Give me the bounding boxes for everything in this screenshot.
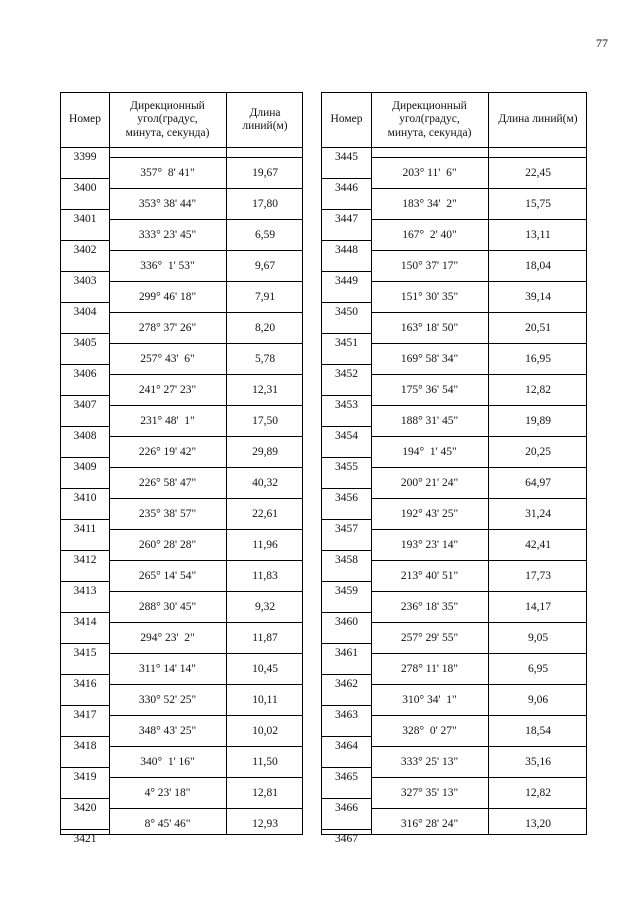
line-length-value: 12,82 <box>525 383 551 396</box>
line-length-value: 29,89 <box>252 445 278 458</box>
line-length-value: 13,11 <box>525 228 551 241</box>
line-length-value: 20,25 <box>525 445 551 458</box>
point-number: 3458 <box>335 554 358 566</box>
line-length-value: 17,80 <box>252 197 278 210</box>
row-divider <box>61 395 109 396</box>
line-length-value: 12,93 <box>252 817 278 830</box>
point-number: 3451 <box>335 337 358 349</box>
point-number: 3446 <box>335 182 358 194</box>
point-number: 3460 <box>335 616 358 628</box>
row-divider <box>61 612 109 613</box>
direction-angle-value: 151° 30' 35" <box>400 290 459 303</box>
line-length-value: 6,59 <box>254 228 276 241</box>
point-number: 3465 <box>335 771 358 783</box>
direction-angle-value: 265° 14' 54" <box>138 569 197 582</box>
point-number: 3412 <box>73 554 97 566</box>
row-divider <box>322 643 371 644</box>
point-number: 3463 <box>335 709 358 721</box>
point-number: 3403 <box>73 275 97 287</box>
row-divider <box>322 178 371 179</box>
row-divider <box>322 240 371 241</box>
direction-angle-value: 327° 35' 13" <box>400 786 459 799</box>
line-length-value: 10,11 <box>252 693 278 706</box>
direction-angle-value: 150° 37' 17" <box>400 259 459 272</box>
header-line-length: Длина линий(м) <box>498 113 578 126</box>
direction-angle-value: 333° 23' 45" <box>138 228 197 241</box>
direction-angle-value: 357° 8' 41" <box>140 166 195 179</box>
header-line-length: Длина линий(м) <box>242 106 288 132</box>
direction-angle-value: 260° 28' 28" <box>138 538 197 551</box>
point-number: 3405 <box>73 337 97 349</box>
column-divider <box>226 93 227 834</box>
point-number: 3462 <box>335 678 358 690</box>
direction-angle-value: 241° 27' 23" <box>138 383 197 396</box>
row-divider <box>61 240 109 241</box>
direction-angle-value: 183° 34' 2" <box>402 197 457 210</box>
direction-angle-value: 348° 43' 25" <box>138 724 197 737</box>
row-divider <box>322 271 371 272</box>
point-number: 3408 <box>73 430 97 442</box>
direction-angle-value: 257° 29' 55" <box>400 631 459 644</box>
point-number: 3453 <box>335 399 358 411</box>
header-number: Номер <box>330 113 363 126</box>
direction-angle-value: 278° 37' 26" <box>138 321 197 334</box>
line-length-value: 17,50 <box>252 414 278 427</box>
line-length-value: 12,82 <box>525 786 551 799</box>
row-divider <box>322 364 371 365</box>
coordinates-table-left <box>60 92 303 845</box>
row-divider <box>322 581 371 582</box>
row-divider <box>61 581 109 582</box>
direction-angle-value: 353° 38' 44" <box>138 197 197 210</box>
line-length-value: 16,95 <box>525 352 551 365</box>
point-number: 3411 <box>73 523 97 535</box>
point-number: 3399 <box>73 151 97 163</box>
row-divider <box>322 612 371 613</box>
coordinates-table-right <box>321 92 587 845</box>
line-length-value: 42,41 <box>525 538 551 551</box>
row-divider <box>61 829 109 830</box>
direction-angle-value: 257° 43' 6" <box>140 352 195 365</box>
line-length-value: 19,89 <box>525 414 551 427</box>
direction-angle-value: 330° 52' 25" <box>138 693 197 706</box>
point-number: 3421 <box>73 833 97 845</box>
direction-angle-value: 226° 19' 42" <box>138 445 197 458</box>
line-length-value: 18,54 <box>525 724 551 737</box>
direction-angle-value: 169° 58' 34" <box>400 352 459 365</box>
point-number: 3447 <box>335 213 358 225</box>
line-length-value: 9,06 <box>527 693 549 706</box>
column-divider <box>109 93 110 834</box>
row-divider <box>61 271 109 272</box>
direction-angle-value: 213° 40' 51" <box>400 569 459 582</box>
column-divider <box>371 93 372 834</box>
table-header <box>322 93 586 148</box>
row-divider <box>61 209 109 210</box>
line-length-value: 5,78 <box>254 352 276 365</box>
point-number: 3419 <box>73 771 97 783</box>
row-divider <box>61 550 109 551</box>
point-number: 3449 <box>335 275 358 287</box>
direction-angle-value: 193° 23' 14" <box>400 538 459 551</box>
line-length-value: 11,50 <box>252 755 278 768</box>
direction-angle-value: 192° 43' 25" <box>400 507 459 520</box>
point-number: 3455 <box>335 461 358 473</box>
row-divider <box>322 798 371 799</box>
header-direction-angle: Дирекционный угол(градус, минута, секунда) <box>387 100 472 139</box>
table-body <box>61 148 302 845</box>
line-length-value: 22,45 <box>525 166 551 179</box>
direction-angle-value: 235° 38' 57" <box>138 507 197 520</box>
table-header <box>61 93 302 148</box>
row-divider <box>322 550 371 551</box>
row-divider <box>322 705 371 706</box>
point-number: 3406 <box>73 368 97 380</box>
line-length-value: 14,17 <box>525 600 551 613</box>
point-number: 3450 <box>335 306 358 318</box>
direction-angle-value: 188° 31' 45" <box>400 414 459 427</box>
point-number: 3445 <box>335 151 358 163</box>
row-divider <box>322 302 371 303</box>
line-length-value: 19,67 <box>252 166 278 179</box>
point-number: 3464 <box>335 740 358 752</box>
line-length-value: 10,02 <box>252 724 278 737</box>
point-number: 3409 <box>73 461 97 473</box>
line-length-value: 18,04 <box>525 259 551 272</box>
row-divider <box>61 426 109 427</box>
direction-angle-value: 333° 25' 13" <box>400 755 459 768</box>
line-length-value: 39,14 <box>525 290 551 303</box>
row-divider <box>61 674 109 675</box>
row-divider <box>322 426 371 427</box>
row-divider <box>322 829 371 830</box>
point-number: 3459 <box>335 585 358 597</box>
line-length-value: 35,16 <box>525 755 551 768</box>
direction-angle-value: 311° 14' 14" <box>139 662 196 675</box>
row-divider <box>61 643 109 644</box>
direction-angle-value: 194° 1' 45" <box>402 445 457 458</box>
row-divider <box>61 364 109 365</box>
line-length-value: 8,20 <box>254 321 276 334</box>
row-divider <box>61 302 109 303</box>
row-divider <box>322 736 371 737</box>
direction-angle-value: 175° 36' 54" <box>400 383 459 396</box>
direction-angle-value: 8° 45' 46" <box>144 817 191 830</box>
line-length-value: 15,75 <box>525 197 551 210</box>
direction-angle-value: 236° 18' 35" <box>400 600 459 613</box>
point-number: 3420 <box>73 802 97 814</box>
row-divider <box>61 457 109 458</box>
point-number: 3410 <box>73 492 97 504</box>
row-divider <box>61 333 109 334</box>
direction-angle-value: 278° 11' 18" <box>401 662 458 675</box>
row-divider <box>61 705 109 706</box>
line-length-value: 9,05 <box>527 631 549 644</box>
line-length-value: 20,51 <box>525 321 551 334</box>
point-number: 3413 <box>73 585 97 597</box>
point-number: 3414 <box>73 616 97 628</box>
line-length-value: 17,73 <box>525 569 551 582</box>
point-number: 3402 <box>73 244 97 256</box>
direction-angle-value: 163° 18' 50" <box>400 321 459 334</box>
line-length-value: 64,97 <box>525 476 551 489</box>
line-length-value: 12,81 <box>252 786 278 799</box>
line-length-value: 9,32 <box>254 600 276 613</box>
direction-angle-value: 231° 48' 1" <box>140 414 195 427</box>
direction-angle-value: 226° 58' 47" <box>138 476 197 489</box>
line-length-value: 12,31 <box>252 383 278 396</box>
point-number: 3418 <box>73 740 97 752</box>
line-length-value: 9,67 <box>254 259 276 272</box>
row-divider <box>61 767 109 768</box>
column-divider <box>488 93 489 834</box>
line-length-value: 7,91 <box>254 290 276 303</box>
row-divider <box>61 519 109 520</box>
direction-angle-value: 299° 46' 18" <box>138 290 197 303</box>
direction-angle-value: 203° 11' 6" <box>402 166 457 179</box>
line-length-value: 10,45 <box>252 662 278 675</box>
line-length-value: 13,20 <box>525 817 551 830</box>
direction-angle-value: 316° 28' 24" <box>400 817 459 830</box>
point-number: 3417 <box>73 709 97 721</box>
direction-angle-value: 294° 23' 2" <box>140 631 195 644</box>
direction-angle-value: 336° 1' 53" <box>140 259 195 272</box>
row-divider <box>322 333 371 334</box>
row-divider <box>322 488 371 489</box>
point-number: 3461 <box>335 647 358 659</box>
line-length-value: 31,24 <box>525 507 551 520</box>
point-number: 3452 <box>335 368 358 380</box>
row-divider <box>322 767 371 768</box>
direction-angle-value: 340° 1' 16" <box>140 755 195 768</box>
row-divider <box>322 457 371 458</box>
line-length-value: 11,96 <box>252 538 278 551</box>
page-number: 77 <box>596 36 608 50</box>
point-number: 3400 <box>73 182 97 194</box>
header-number: Номер <box>69 113 101 126</box>
point-number: 3404 <box>73 306 97 318</box>
row-divider <box>322 395 371 396</box>
point-number: 3457 <box>335 523 358 535</box>
row-divider <box>322 209 371 210</box>
direction-angle-value: 310° 34' 1" <box>402 693 457 706</box>
direction-angle-value: 167° 2' 40" <box>402 228 457 241</box>
row-divider <box>322 674 371 675</box>
direction-angle-value: 328° 0' 27" <box>402 724 457 737</box>
row-divider <box>61 178 109 179</box>
point-number: 3448 <box>335 244 358 256</box>
row-divider <box>322 519 371 520</box>
row-divider <box>61 488 109 489</box>
point-number: 3456 <box>335 492 358 504</box>
table-body <box>322 148 586 845</box>
line-length-value: 11,83 <box>252 569 278 582</box>
point-number: 3415 <box>73 647 97 659</box>
line-length-value: 22,61 <box>252 507 278 520</box>
point-number: 3416 <box>73 678 97 690</box>
point-number: 3454 <box>335 430 358 442</box>
line-length-value: 11,87 <box>252 631 278 644</box>
header-direction-angle: Дирекционный угол(градус, минута, секунда) <box>125 100 210 139</box>
line-length-value: 6,95 <box>527 662 549 675</box>
point-number: 3401 <box>73 213 97 225</box>
point-number: 3466 <box>335 802 358 814</box>
line-length-value: 40,32 <box>252 476 278 489</box>
direction-angle-value: 4° 23' 18" <box>144 786 191 799</box>
row-divider <box>61 736 109 737</box>
row-divider <box>61 798 109 799</box>
direction-angle-value: 200° 21' 24" <box>400 476 459 489</box>
direction-angle-value: 288° 30' 45" <box>138 600 197 613</box>
point-number: 3467 <box>335 833 358 845</box>
point-number: 3407 <box>73 399 97 411</box>
